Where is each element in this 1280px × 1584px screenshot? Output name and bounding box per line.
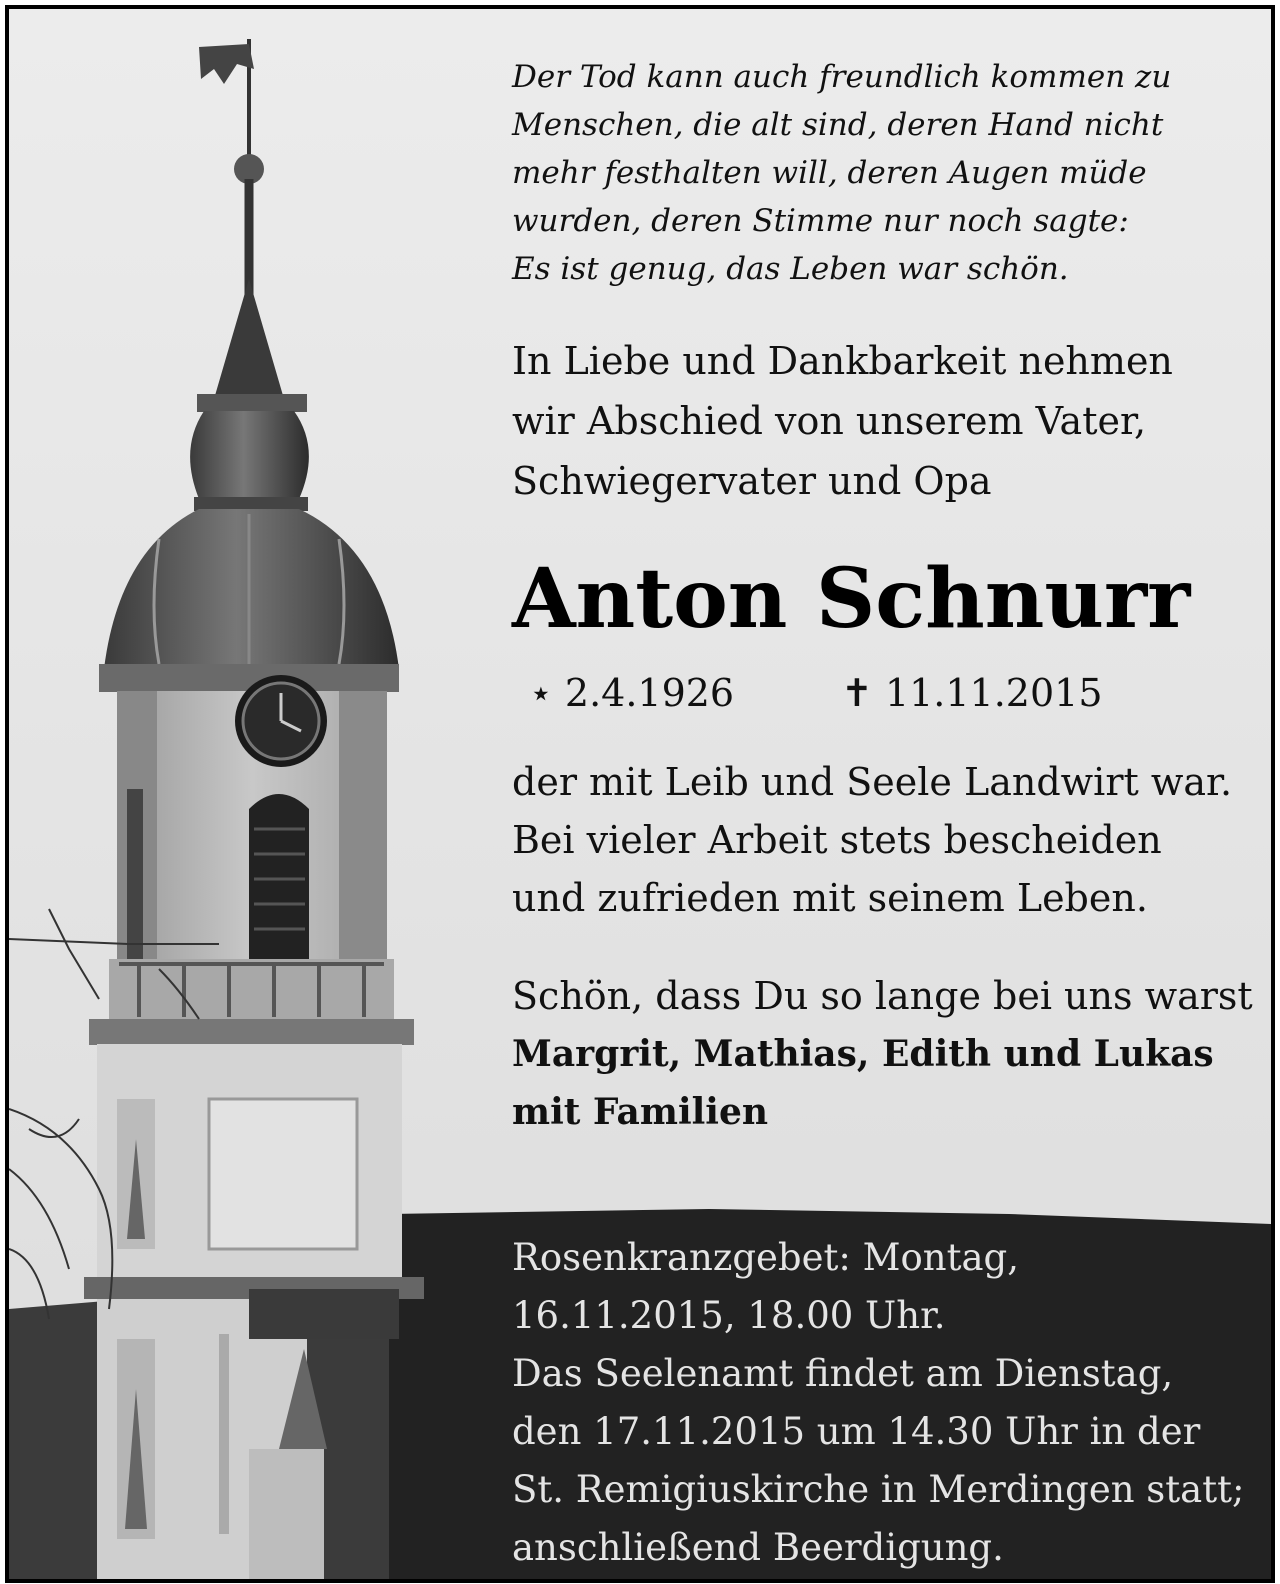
life-dates [529, 665, 1103, 721]
quote-line: Es ist genug, das Leben war schön. [512, 251, 1069, 287]
tribute-line: Bei vieler Arbeit stets bescheiden [512, 818, 1162, 862]
birth-star-icon: ⋆ [529, 671, 553, 715]
service-line: 16.11.2015, 18.00 Uhr. [512, 1294, 946, 1337]
death-cross-icon: ✝ [841, 671, 873, 715]
service-line: den 17.11.2015 um 14.30 Uhr in der [512, 1410, 1201, 1453]
service-line: anschließend Beerdigung. [512, 1526, 1004, 1569]
closing-line: Schön, dass Du so lange bei uns warst [512, 974, 1253, 1018]
family-names: Margrit, Mathias, Edith und Lukas [512, 1033, 1214, 1075]
quote-line: mehr festhalten will, deren Augen müde [512, 155, 1147, 191]
deceased-name: Anton Schnurr [512, 551, 1191, 647]
intro-line: Schwiegervater und Opa [512, 459, 992, 503]
service-line: Das Seelenamt findet am Dienstag, [512, 1352, 1174, 1395]
obituary-notice [5, 5, 1275, 1583]
intro-line: wir Abschied von unserem Vater, [512, 399, 1147, 443]
service-line: St. Remigiuskirche in Merdingen statt; [512, 1468, 1245, 1511]
birth-date: 2.4.1926 [564, 671, 735, 715]
closing-signature [512, 967, 1262, 1141]
death-date-group [841, 671, 1103, 715]
death-date: 11.11.2015 [884, 671, 1103, 715]
quote-line: wurden, deren Stimme nur noch sagte: [512, 203, 1129, 239]
tribute-line: und zufrieden mit seinem Leben. [512, 876, 1148, 920]
tribute-line: der mit Leib und Seele Landwirt war. [512, 760, 1233, 804]
farewell-intro [512, 331, 1252, 511]
quote-line: Der Tod kann auch freundlich kommen zu [512, 59, 1172, 95]
birth-date-group [529, 665, 841, 721]
service-line: Rosenkranzgebet: Montag, [512, 1236, 1019, 1279]
service-details [512, 1229, 1262, 1577]
poem-quote [512, 53, 1232, 293]
intro-line: In Liebe und Dankbarkeit nehmen [512, 339, 1173, 383]
quote-line: Menschen, die alt sind, deren Hand nicht [512, 107, 1164, 143]
tribute-text [512, 753, 1262, 927]
family-names: mit Familien [512, 1091, 769, 1133]
